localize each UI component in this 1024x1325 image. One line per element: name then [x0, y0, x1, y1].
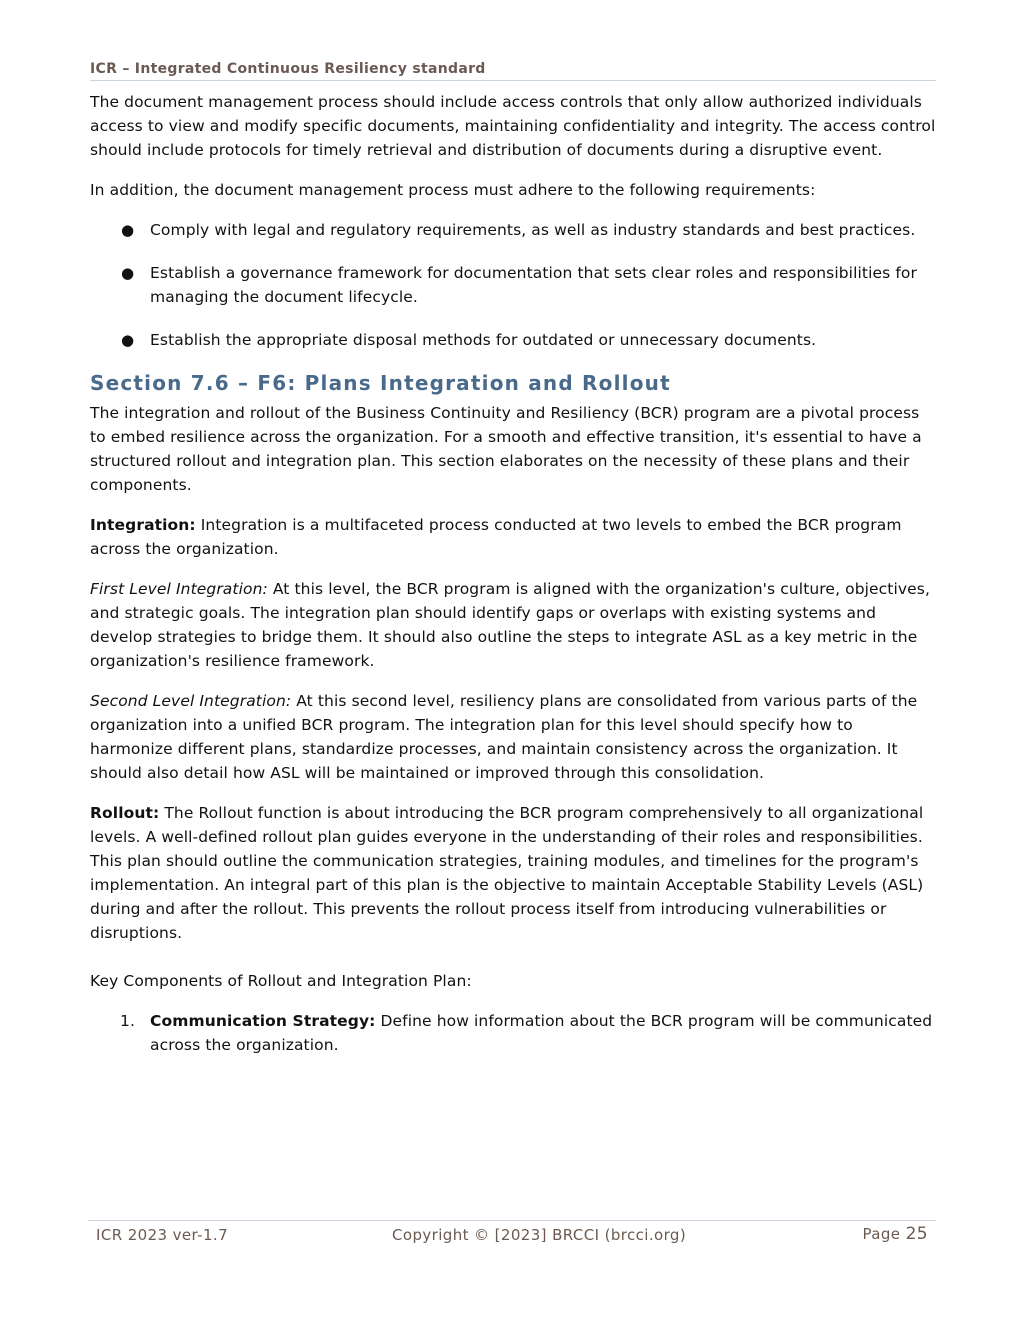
- footer-page: [862, 1224, 928, 1244]
- list-item: [90, 328, 936, 352]
- page-body: [90, 90, 936, 1057]
- page-number: 25: [905, 1224, 928, 1244]
- list-number: 1.: [120, 1012, 135, 1030]
- requirements-list: [90, 218, 936, 352]
- integration-text: Integration is a multifaceted process conducted at two levels to embed the BCR program across the organization.: [90, 516, 902, 558]
- section-heading: Section 7.6 – F6: Plans Integration and Rollout: [90, 371, 671, 395]
- intro-paragraph-1: The document management process should include access controls that only allow authorized individuals access to view and modify specific documents, maintaining confidentiality and integrity. The access control should include protocols for timely retrieval and distribution of documents during a disruptive event.: [90, 93, 936, 159]
- footer-copyright: Copyright © [2023] BRCCI (brcci.org): [392, 1226, 687, 1244]
- rollout-paragraph: [90, 801, 936, 945]
- page-footer: [88, 1220, 936, 1244]
- list-item-text: Comply with legal and regulatory requirements, as well as industry standards and best practices.: [150, 221, 916, 239]
- integration-paragraph: [90, 513, 936, 561]
- first-level-label: First Level Integration:: [90, 580, 268, 598]
- rollout-text: The Rollout function is about introducing the BCR program comprehensively to all organizational levels. A well-defined rollout plan guides everyone in the understanding of their roles and responsibilities. This plan should outline the communication strategies, training modules, and timelines for the program's implementation. An integral part of this plan is the objective to maintain Acceptable Stability Levels (ASL) during and after the rollout. This prevents the rollout process itself from introducing vulnerabilities or disruptions.: [90, 804, 924, 942]
- step-text: Define how information about the BCR program will be communicated across the organization.: [150, 1012, 933, 1054]
- list-item: [90, 261, 936, 309]
- key-components-paragraph: Key Components of Rollout and Integration Plan:: [90, 972, 472, 990]
- rollout-label: Rollout:: [90, 804, 160, 822]
- first-level-paragraph: [90, 577, 936, 673]
- intro-paragraph-2: In addition, the document management process must adhere to the following requirements:: [90, 181, 816, 199]
- first-level-text: At this level, the BCR program is aligned with the organization's culture, objectives, and strategic goals. The integration plan should identify gaps or overlaps with existing systems and develop strategies to bridge them. It should also outline the steps to integrate ASL as a key metric in the organization's resilience framework.: [90, 580, 931, 670]
- bullet-icon: ●: [121, 221, 135, 239]
- second-level-paragraph: [90, 689, 936, 785]
- list-item: [90, 218, 936, 242]
- second-level-text: At this second level, resiliency plans are consolidated from various parts of the organization into a unified BCR program. The integration plan for this level should specify how to harmonize different plans, standardize processes, and maintain consistency across the organization. It should also detail how ASL will be maintained or improved through this consolidation.: [90, 692, 918, 782]
- bullet-icon: ●: [121, 264, 135, 282]
- footer-version: ICR 2023 ver-1.7: [96, 1226, 229, 1244]
- bullet-icon: ●: [121, 331, 135, 349]
- list-item-text: Establish a governance framework for documentation that sets clear roles and responsibilities for managing the document lifecycle.: [150, 264, 917, 306]
- components-list: [90, 1009, 936, 1057]
- section-intro-paragraph: The integration and rollout of the Business Continuity and Resiliency (BCR) program are a pivotal process to embed resilience across the organization. For a smooth and effective transition, it's essential to have a structured rollout and integration plan. This section elaborates on the necessity of these plans and their components.: [90, 404, 922, 494]
- list-item: [90, 1009, 936, 1057]
- list-item-text: Establish the appropriate disposal methods for outdated or unnecessary documents.: [150, 331, 817, 349]
- second-level-label: Second Level Integration:: [90, 692, 292, 710]
- page-label: Page: [862, 1225, 906, 1243]
- integration-label: Integration:: [90, 516, 196, 534]
- step-label: Communication Strategy:: [150, 1012, 376, 1030]
- running-header: ICR – Integrated Continuous Resiliency standard: [90, 61, 936, 81]
